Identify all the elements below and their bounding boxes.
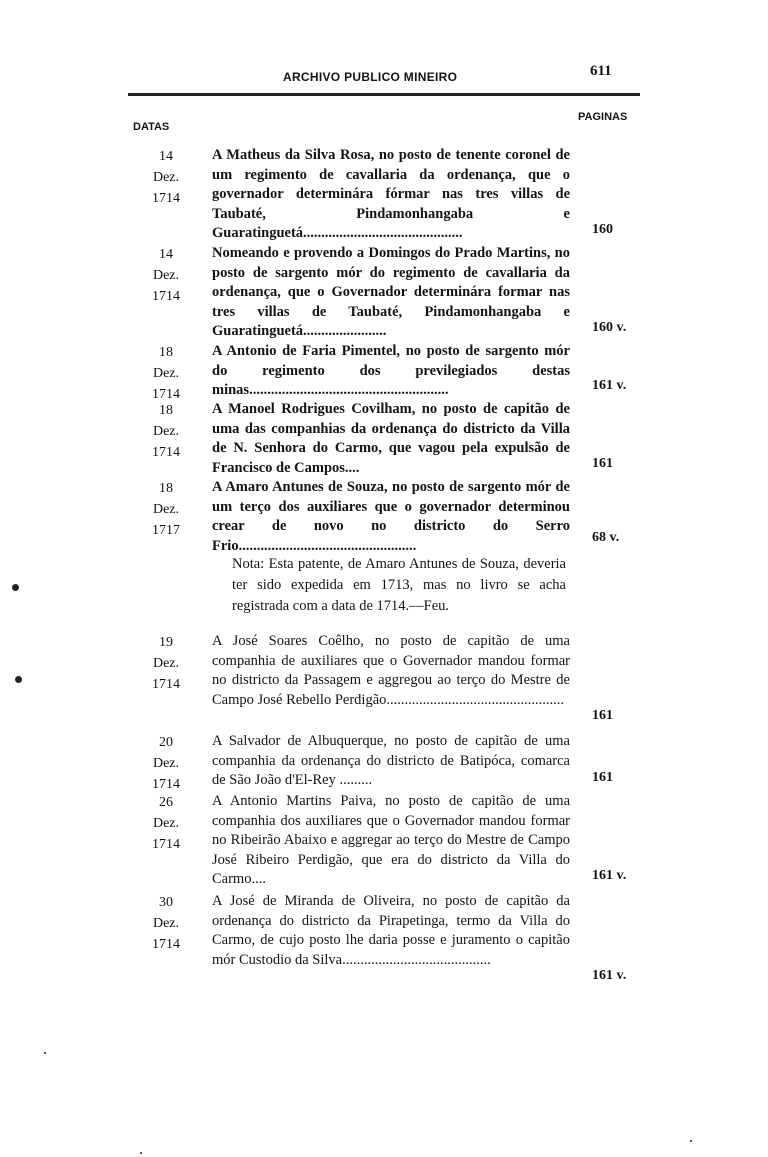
entry-text: Nomeando e provendo a Domingos do Prado Martins, no posto de sargento mór do regimento de cavallaria da ordenança, que o Governador determinára formar nas tres villas de Taubaté, Pindamonhangaba e Guaratinguetá....................... — [212, 245, 570, 339]
entry-date — [120, 892, 212, 955]
entry-date — [120, 400, 212, 463]
entry-day: 18 — [159, 345, 173, 360]
entry-year: 1714 — [152, 387, 180, 402]
entry-text: A Amaro Antunes de Souza, no posto de sargento mór de um terço dos auxiliares que o governador determinou crear de novo no districto do Serro Frio................................................. — [212, 479, 570, 554]
scan-speck — [44, 1052, 46, 1054]
entry-day: 18 — [159, 481, 173, 496]
entry-page-ref: 161 v. — [592, 968, 627, 983]
entry-date — [120, 342, 212, 405]
entry-month: Dez. — [152, 366, 180, 381]
entry-day: 14 — [159, 149, 173, 164]
entry-text: A Antonio de Faria Pimentel, no posto de sargento mór do regimento dos previlegiados destas minas....................................................... — [212, 343, 570, 398]
column-header-pages: PAGINAS — [578, 111, 628, 123]
entry-month: Dez. — [152, 268, 180, 283]
entry-day: 30 — [159, 895, 173, 910]
entry-page-ref: 161 — [592, 456, 613, 471]
entry-year: 1714 — [152, 677, 180, 692]
entry-year: 1714 — [152, 837, 180, 852]
entry-year: 1714 — [152, 777, 180, 792]
entry-month: Dez. — [152, 170, 180, 185]
entry-date — [120, 732, 212, 795]
entry-page-ref: 161 — [592, 708, 613, 723]
editorial-note: Nota: Esta patente, de Amaro Antunes de Souza, deveria ter sido expedida em 1713, mas no livro se acha registrada com a data de 1714.—Feu. — [232, 556, 566, 614]
entry-day: 26 — [159, 795, 173, 810]
entry-page-ref: 160 — [592, 222, 613, 237]
entry-month: Dez. — [152, 816, 180, 831]
entry-text: A Salvador de Albuquerque, no posto de capitão de uma companhia da ordenança do districto de Batipóca, comarca de São João d'El-Rey ......... — [212, 733, 570, 788]
entry-text: A Antonio Martins Paiva, no posto de capitão de uma companhia dos auxiliares que o Governador mandou formar no Ribeirão Abaixo e aggregar ao terço do Mestre de Campo José Ribeiro Perdigão, que era do districto da Villa do Carmo.... — [212, 793, 570, 887]
ink-spot — [12, 584, 19, 591]
entry-page-ref: 161 v. — [592, 868, 627, 883]
entry-text: A José Soares Coêlho, no posto de capitão de uma companhia de auxiliares que o Governador mandou formar no districto da Passagem e aggregou ao terço do Mestre de Campo José Rebello Perdigão................................................. — [212, 633, 570, 708]
entry-day: 14 — [159, 247, 173, 262]
entry-year: 1714 — [152, 445, 180, 460]
entry-page-ref: 161 — [592, 770, 613, 785]
ink-spot — [15, 676, 22, 683]
entry-date — [120, 146, 212, 209]
entry-page-ref: 68 v. — [592, 530, 620, 545]
entry-month: Dez. — [152, 756, 180, 771]
entry-date — [120, 792, 212, 855]
entry-day: 19 — [159, 635, 173, 650]
entry-date — [120, 632, 212, 695]
entry-year: 1717 — [152, 523, 180, 538]
entry-date — [120, 244, 212, 307]
entry-year: 1714 — [152, 289, 180, 304]
entry-text: A Matheus da Silva Rosa, no posto de tenente coronel de um regimento de cavallaria da ordenança, que o governador determinára fórmar nas tres villas de Taubaté, Pindamonhangaba e Guaratinguetá............................................ — [212, 147, 570, 241]
scan-speck — [690, 1140, 692, 1142]
entry-text: A José de Miranda de Oliveira, no posto de capitão da ordenança do districto da Pirapetinga, termo da Villa do Carmo, de cujo posto lhe daria posse e juramento o capitão mór Custodio da Silva......................................... — [212, 893, 570, 968]
entry-page-ref: 161 v. — [592, 378, 627, 393]
entry-month: Dez. — [152, 502, 180, 517]
entry-day: 18 — [159, 403, 173, 418]
header-rule — [128, 93, 640, 96]
running-title: ARCHIVO PUBLICO MINEIRO — [283, 70, 458, 84]
page-number: 611 — [590, 63, 612, 79]
entry-month: Dez. — [152, 424, 180, 439]
entry-year: 1714 — [152, 937, 180, 952]
scan-speck — [140, 1152, 142, 1154]
entry-text: A Manoel Rodrigues Covilham, no posto de capitão de uma das companhias da ordenança do districto da Villa de N. Senhora do Carmo, que vagou pela expulsão de Francisco de Campos.... — [212, 401, 570, 476]
entry-month: Dez. — [152, 916, 180, 931]
column-header-dates: DATAS — [133, 121, 170, 133]
entry-month: Dez. — [152, 656, 180, 671]
entry-date — [120, 478, 212, 541]
entry-day: 20 — [159, 735, 173, 750]
entry-year: 1714 — [152, 191, 180, 206]
entry-page-ref: 160 v. — [592, 320, 627, 335]
